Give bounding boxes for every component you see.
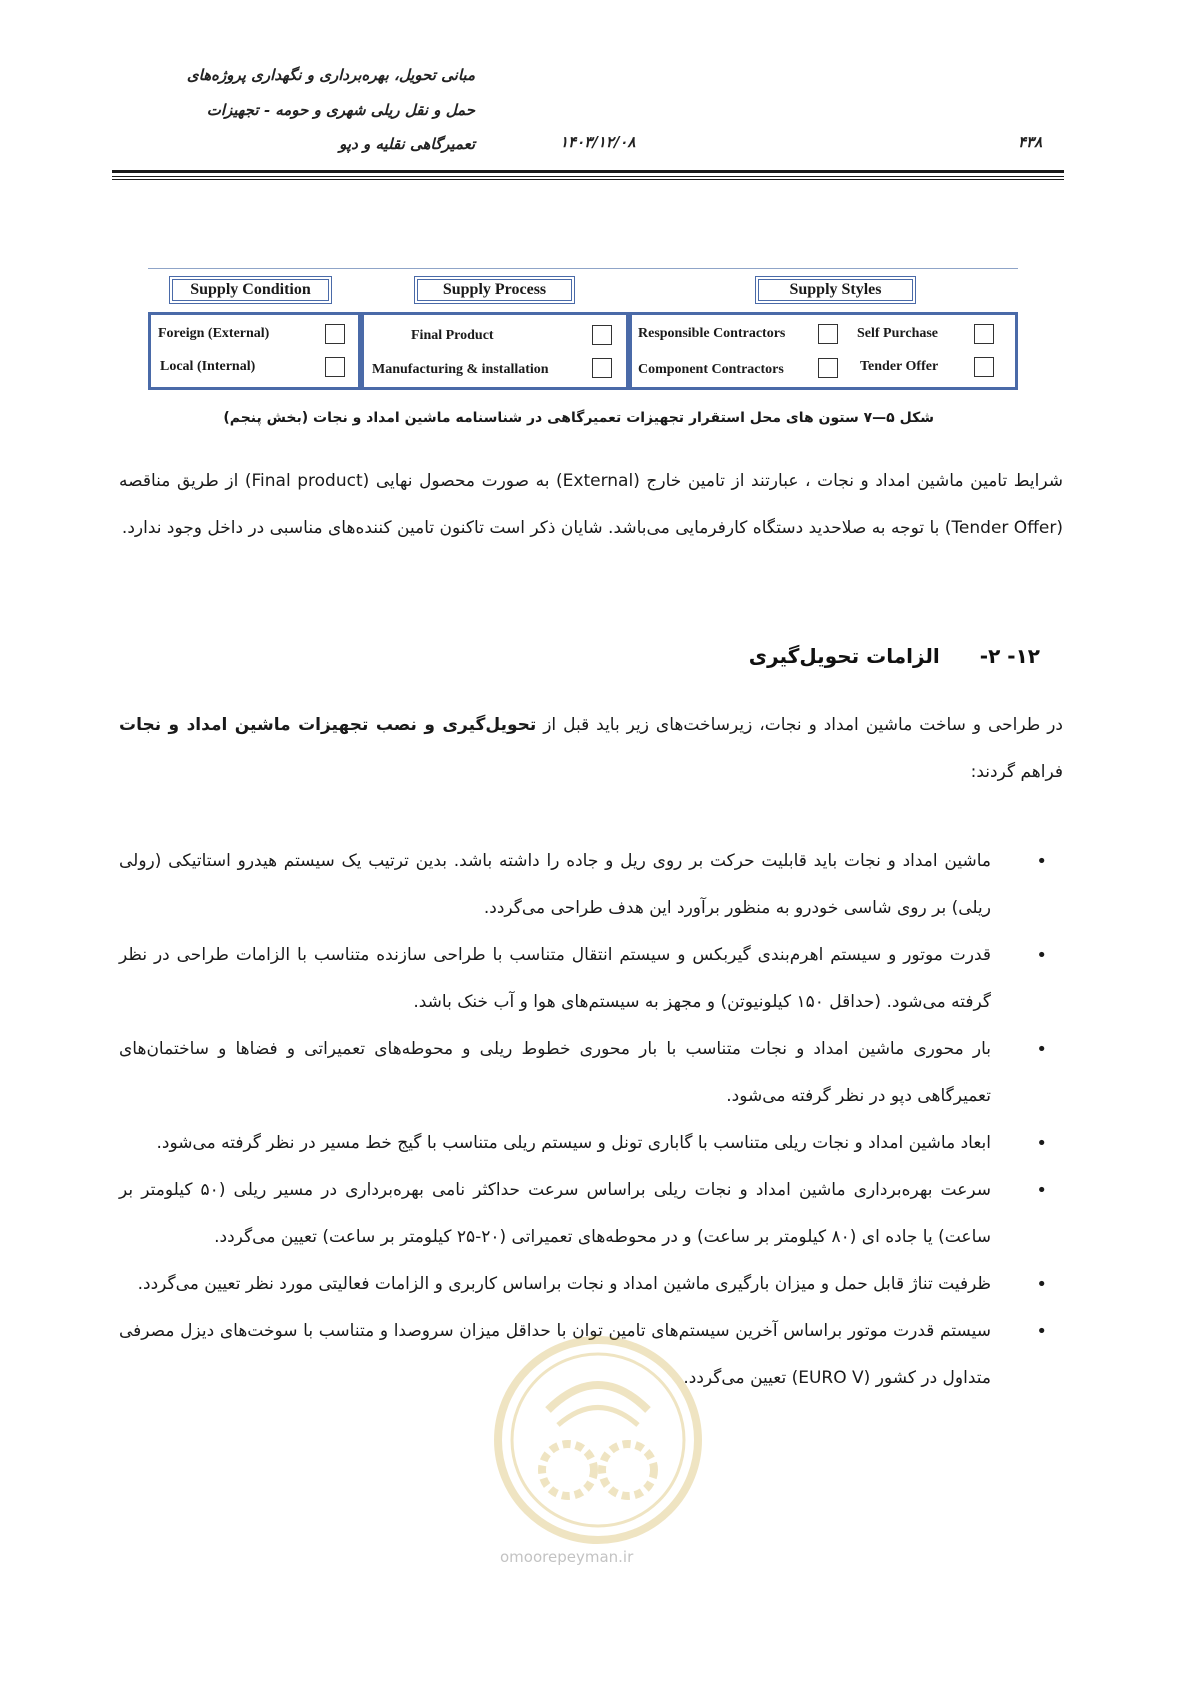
section-number: ۱۲- ۲-: [979, 644, 1040, 668]
bullet-icon: •: [1036, 1133, 1047, 1154]
bullet-icon: •: [1036, 945, 1047, 966]
list-item: • بار محوری ماشین امداد و نجات متناسب با بار محوری خطوط ریلی و محوطه‌های تعمیراتی و فضاها و ساختمان‌های تعمیرگاهی دپو در نظر گرفته می‌شود.: [119, 1026, 1063, 1120]
checkbox-self-purchase[interactable]: [974, 324, 994, 344]
header-date: ۱۴۰۳/۱۲/۰۸: [560, 133, 636, 151]
list-item: • ظرفیت تناژ قابل حمل و میزان بارگیری ماشین امداد و نجات براساس کاربری و الزامات فعالیتی مورد نظر تعیین می‌گردد.: [119, 1261, 1063, 1308]
lead-text-bold: تحویل‌گیری و نصب تجهیزات ماشین امداد و نجات: [119, 715, 537, 735]
bullet-icon: •: [1036, 1274, 1047, 1295]
header-rule-thin: [112, 176, 1064, 177]
checkbox-tender-offer[interactable]: [974, 357, 994, 377]
option-responsible-contractors: Responsible Contractors: [638, 326, 786, 341]
header-title-line1: مبانی تحویل، بهره‌برداری و نگهداری پروژه‌های: [186, 66, 475, 84]
section-title: الزامات تحویل‌گیری: [748, 644, 940, 668]
lead-text-before: در طراحی و ساخت ماشین امداد و نجات، زیرساخت‌های زیر باید قبل از: [536, 715, 1063, 735]
figure-caption: شکل ۵—۷ ستون های محل استقرار تجهیزات تعمیرگاهی در شناسنامه ماشین امداد و نجات (بخش پنجم): [223, 410, 934, 426]
bullet-icon: •: [1036, 851, 1047, 872]
supply-process-title: Supply Process: [414, 276, 575, 304]
supply-condition-title: Supply Condition: [169, 276, 332, 304]
list-item: • سیستم قدرت موتور براساس آخرین سیستم‌های تامین توان با حداقل میزان سروصدا و متناسب با سوخت‌های دیزل مصرفی متداول در کشور (EURO V) تعیین می‌گردد.: [119, 1308, 1063, 1402]
intro-paragraph: شرایط تامین ماشین امداد و نجات ، عبارتند از تامین خارج (External) به صورت محصول نهایی (Final product) از طریق مناقصه (Tender Offer) با توجه به صلاحدید دستگاه کارفرمایی می‌باشد. شایان ذکر است تاکنون تامین کننده‌های مناسبی در داخل وجود ندارد.: [119, 471, 1063, 538]
supply-process-box: [361, 312, 629, 390]
section-heading: [749, 644, 1040, 668]
option-local-internal: Local (Internal): [160, 359, 256, 374]
checkbox-component-contractors[interactable]: [818, 358, 838, 378]
option-final-product: Final Product: [411, 328, 494, 343]
checkbox-foreign-external[interactable]: [325, 324, 345, 344]
page-number: ۴۳۸: [1018, 133, 1043, 151]
list-item: • ابعاد ماشین امداد و نجات ریلی متناسب با گاباری تونل و سیستم ریلی متناسب با گیج خط مسیر در نظر گرفته می‌شود.: [119, 1120, 1063, 1167]
option-self-purchase: Self Purchase: [857, 326, 939, 341]
option-tender-offer: Tender Offer: [860, 359, 939, 374]
bullet-icon: •: [1036, 1321, 1047, 1342]
list-item: • ماشین امداد و نجات باید قابلیت حرکت بر روی ریل و جاده را داشته باشد. بدین ترتیب یک سیستم هیدرو استاتیکی (رولی ریلی) بر روی شاسی خودرو به منظور برآورد این هدف طراحی می‌گردد.: [119, 838, 1063, 932]
checkbox-manufacturing-installation[interactable]: [592, 358, 612, 378]
header-rule-thin-2: [112, 179, 1064, 180]
supply-styles-title: Supply Styles: [755, 276, 916, 304]
requirements-list: [119, 838, 1063, 1402]
lead-text-after: فراهم گردند:: [970, 762, 1063, 782]
list-item: • سرعت بهره‌برداری ماشین امداد و نجات ریلی براساس سرعت حداکثر نامی بهره‌برداری در مسیر ریلی (۵۰ کیلومتر بر ساعت) یا جاده ای (۸۰ کیلومتر بر ساعت) و در محوطه‌های تعمیراتی (۲۰-۲۵ کیلومتر بر ساعت) تعیین می‌گردد.: [119, 1167, 1063, 1261]
list-item: • قدرت موتور و سیستم اهرم‌بندی گیربکس و سیستم انتقال متناسب با طراحی سازنده متناسب با الزامات طراحی در نظر گرفته می‌شود. (حداقل ۱۵۰ کیلونیوتن) و مجهز به سیستم‌های هوا و آب خنک باشد.: [119, 932, 1063, 1026]
option-manufacturing-installation: Manufacturing & installation: [372, 362, 549, 377]
checkbox-responsible-contractors[interactable]: [818, 324, 838, 344]
option-component-contractors: Component Contractors: [638, 362, 784, 377]
lead-paragraph: [119, 702, 1063, 796]
bullet-icon: •: [1036, 1180, 1047, 1201]
checkbox-local-internal[interactable]: [325, 357, 345, 377]
header-title-line3: تعمیرگاهی نقلیه و دپو: [339, 135, 475, 153]
watermark-text: omoorepeyman.ir: [500, 1548, 634, 1566]
checkbox-final-product[interactable]: [592, 325, 612, 345]
header-title-line2: حمل و نقل ریلی شهری و حومه - تجهیزات: [206, 101, 475, 119]
watermark-logo-icon: [488, 1330, 708, 1550]
header-rule-thick: [112, 170, 1064, 173]
bullet-icon: •: [1036, 1039, 1047, 1060]
figure-top-line: [148, 268, 1018, 269]
option-foreign-external: Foreign (External): [158, 326, 270, 341]
